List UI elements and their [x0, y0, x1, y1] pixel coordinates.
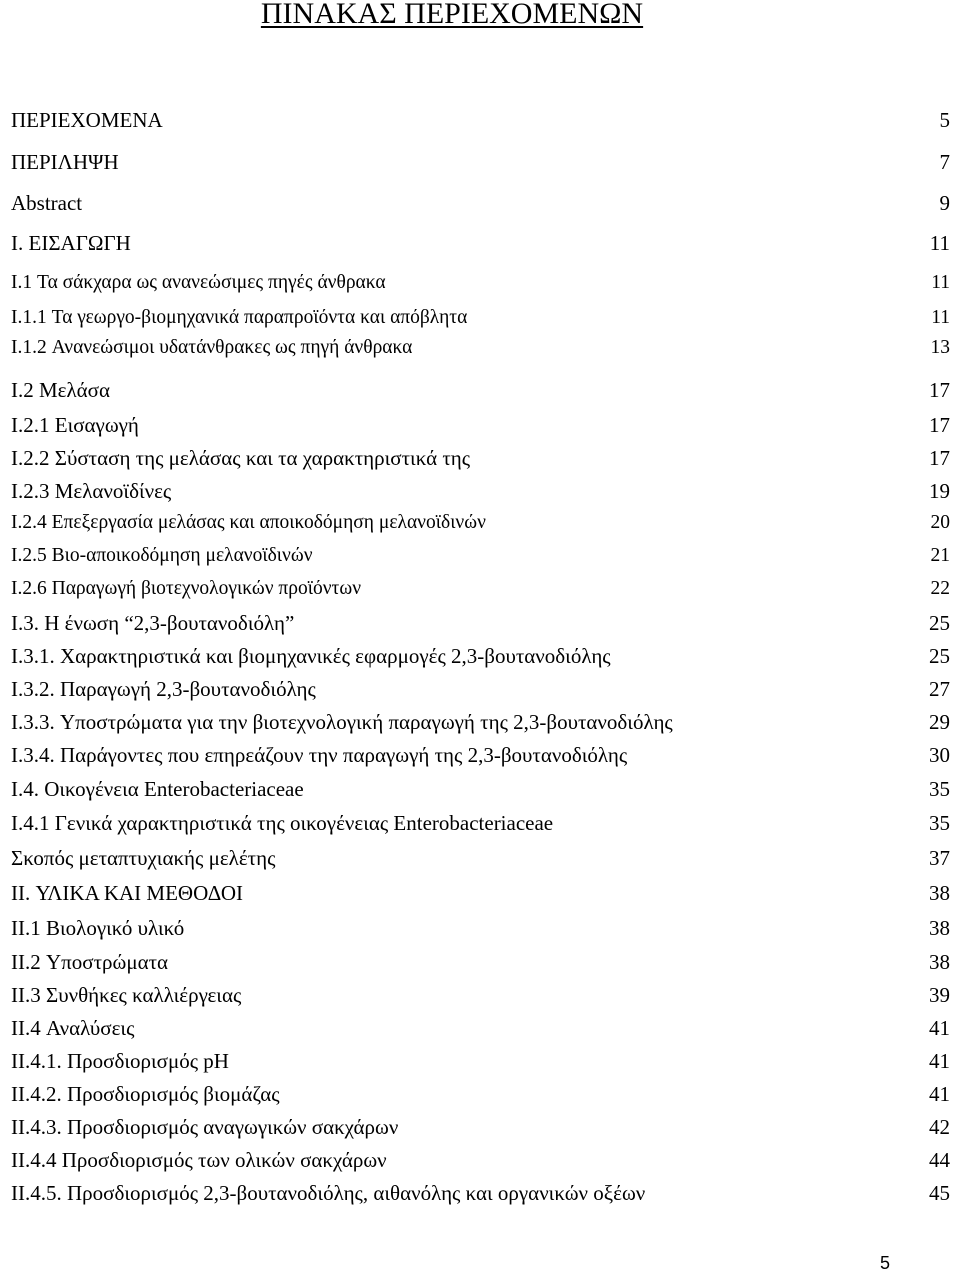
toc-entry-page: 38	[929, 916, 950, 940]
toc-entry-label: I.1 Τα σάκχαρα ως ανανεώσιμες πηγές άνθρακα	[11, 272, 386, 293]
toc-entry-page: 29	[929, 710, 950, 734]
toc-entry[interactable]	[11, 846, 950, 871]
toc-entry[interactable]	[11, 191, 950, 216]
toc-entry[interactable]	[11, 545, 950, 567]
toc-entry-label: I.2.5 Βιο-αποικοδόμηση μελανοϊδινών	[11, 545, 313, 566]
toc-entry-page: 42	[929, 1115, 950, 1139]
toc-entry[interactable]	[11, 337, 950, 359]
toc-entry[interactable]	[11, 611, 950, 636]
toc-entry-page: 45	[929, 1181, 950, 1205]
toc-entry-label: I.2.2 Σύσταση της μελάσας και τα χαρακτηριστικά της	[11, 446, 471, 470]
toc-entry-label: II.2 Υποστρώματα	[11, 950, 169, 974]
toc-entry[interactable]	[11, 1049, 950, 1074]
toc-entry-page: 19	[929, 479, 950, 503]
toc-entry[interactable]	[11, 677, 950, 702]
toc-entry-label: ΠΕΡΙΛΗΨΗ	[11, 150, 119, 174]
toc-entry-page: 25	[929, 611, 950, 635]
toc-entry-label: I.2.1 Εισαγωγή	[11, 413, 139, 437]
toc-entry-page: 39	[929, 983, 950, 1007]
toc-entry-label: I.2.3 Μελανοϊδίνες	[11, 479, 172, 503]
toc-entry-label: II.4 Αναλύσεις	[11, 1016, 135, 1040]
toc-entry-label: I.4. Οικογένεια Enterobacteriaceae	[11, 777, 304, 801]
toc-entry-label: II.3 Συνθήκες καλλιέργειας	[11, 983, 242, 1007]
toc-entry-label: I.3.2. Παραγωγή 2,3-βουτανοδιόλης	[11, 677, 316, 701]
toc-entry[interactable]	[11, 777, 950, 802]
toc-entry-label: I.4.1 Γενικά χαρακτηριστικά της οικογένειας Enterobacteriaceae	[11, 811, 554, 835]
toc-entry[interactable]	[11, 307, 950, 329]
toc-entry[interactable]	[11, 811, 950, 836]
toc-entry-label: II.1 Βιολογικό υλικό	[11, 916, 185, 940]
toc-entry-page: 11	[931, 272, 950, 293]
toc-entry[interactable]	[11, 644, 950, 669]
page-number: 5	[880, 1253, 891, 1273]
toc-entry-page: 20	[930, 512, 950, 533]
toc-entry-label: II.4.5. Προσδιορισμός 2,3-βουτανοδιόλης, αιθανόλης και οργανικών οξέων	[11, 1181, 646, 1205]
toc-entry-label: I. ΕΙΣΑΓΩΓΗ	[11, 231, 131, 255]
toc-entry-page: 17	[929, 378, 950, 402]
toc-entry[interactable]	[11, 578, 950, 600]
toc-entry[interactable]	[11, 108, 950, 133]
toc-entry-label: II. ΥΛΙΚΑ ΚΑΙ ΜΕΘΟΔΟΙ	[11, 881, 244, 905]
toc-entry-page: 41	[929, 1016, 950, 1040]
toc-entry[interactable]	[11, 1115, 950, 1140]
toc-entry-page: 25	[929, 644, 950, 668]
toc-entry-page: 13	[930, 337, 950, 358]
toc-entry[interactable]	[11, 881, 950, 906]
toc-entry[interactable]	[11, 743, 950, 768]
toc-entry[interactable]	[11, 378, 950, 403]
toc-entry-label: I.3.3. Υποστρώματα για την βιοτεχνολογική παραγωγή της 2,3-βουτανοδιόλης	[11, 710, 673, 734]
toc-entry[interactable]	[11, 710, 950, 735]
toc-entry[interactable]	[11, 231, 950, 256]
toc-entry-label: II.4.3. Προσδιορισμός αναγωγικών σακχάρων	[11, 1115, 399, 1139]
toc-entry-label: Σκοπός μεταπτυχιακής μελέτης	[11, 846, 276, 870]
toc-title: ΠΙΝΑΚΑΣ ΠΕΡΙΕΧΟΜΕΝΩΝ	[260, 0, 644, 30]
toc-entry-page: 44	[929, 1148, 950, 1172]
toc-entry-label: I.2.4 Επεξεργασία μελάσας και αποικοδόμηση μελανοϊδινών	[11, 512, 486, 533]
toc-entry-label: I.1.2 Ανανεώσιμοι υδατάνθρακες ως πηγή άνθρακα	[11, 337, 413, 358]
toc-entry-label: I.1.1 Τα γεωργο-βιομηχανικά παραπροϊόντα και απόβλητα	[11, 307, 468, 328]
toc-entry-label: II.4.2. Προσδιορισμός βιομάζας	[11, 1082, 280, 1106]
toc-entry[interactable]	[11, 916, 950, 941]
toc-entry-label: II.4.4 Προσδιορισμός των ολικών σακχάρων	[11, 1148, 387, 1172]
toc-entry-page: 11	[931, 307, 950, 328]
toc-entry-page: 35	[929, 811, 950, 835]
toc-entry-page: 35	[929, 777, 950, 801]
toc-entry-page: 41	[929, 1082, 950, 1106]
toc-entry[interactable]	[11, 150, 950, 175]
toc-entry-page: 38	[929, 881, 950, 905]
toc-entry-page: 38	[929, 950, 950, 974]
toc-entry-page: 11	[929, 231, 950, 255]
toc-entry-page: 37	[929, 846, 950, 870]
toc-entry[interactable]	[11, 479, 950, 504]
toc-entry[interactable]	[11, 1181, 950, 1206]
toc-entry-page: 9	[939, 191, 950, 215]
toc-entry-page: 30	[929, 743, 950, 767]
toc-entry-page: 17	[929, 446, 950, 470]
toc-entry-page: 41	[929, 1049, 950, 1073]
toc-entry[interactable]	[11, 983, 950, 1008]
toc-entry-page: 21	[930, 545, 950, 566]
toc-entry-label: ΠΕΡΙΕΧΟΜΕΝΑ	[11, 108, 163, 132]
toc-entry[interactable]	[11, 1082, 950, 1107]
toc-entry[interactable]	[11, 272, 950, 294]
toc-entry[interactable]	[11, 950, 950, 975]
toc-entry-label: I.3.1. Χαρακτηριστικά και βιομηχανικές εφαρμογές 2,3-βουτανοδιόλης	[11, 644, 611, 668]
toc-entry[interactable]	[11, 413, 950, 438]
toc-entry-page: 17	[929, 413, 950, 437]
toc-entry-page: 7	[939, 150, 950, 174]
toc-entry-page: 5	[939, 108, 950, 132]
toc-entry[interactable]	[11, 512, 950, 534]
toc-entry[interactable]	[11, 446, 950, 471]
toc-entry-label: Abstract	[11, 191, 83, 215]
toc-entry-label: II.4.1. Προσδιορισμός pH	[11, 1049, 229, 1073]
toc-entry[interactable]	[11, 1148, 950, 1173]
toc-entry-label: I.3.4. Παράγοντες που επηρεάζουν την παραγωγή της 2,3-βουτανοδιόλης	[11, 743, 628, 767]
toc-entry-page: 27	[929, 677, 950, 701]
toc-entry-label: I.3. Η ένωση “2,3-βουτανοδιόλη”	[11, 611, 295, 635]
toc-entry-label: I.2.6 Παραγωγή βιοτεχνολογικών προϊόντων	[11, 578, 362, 599]
toc-entry-label: I.2 Μελάσα	[11, 378, 110, 402]
toc-entry-page: 22	[930, 578, 950, 599]
toc-entry[interactable]	[11, 1016, 950, 1041]
